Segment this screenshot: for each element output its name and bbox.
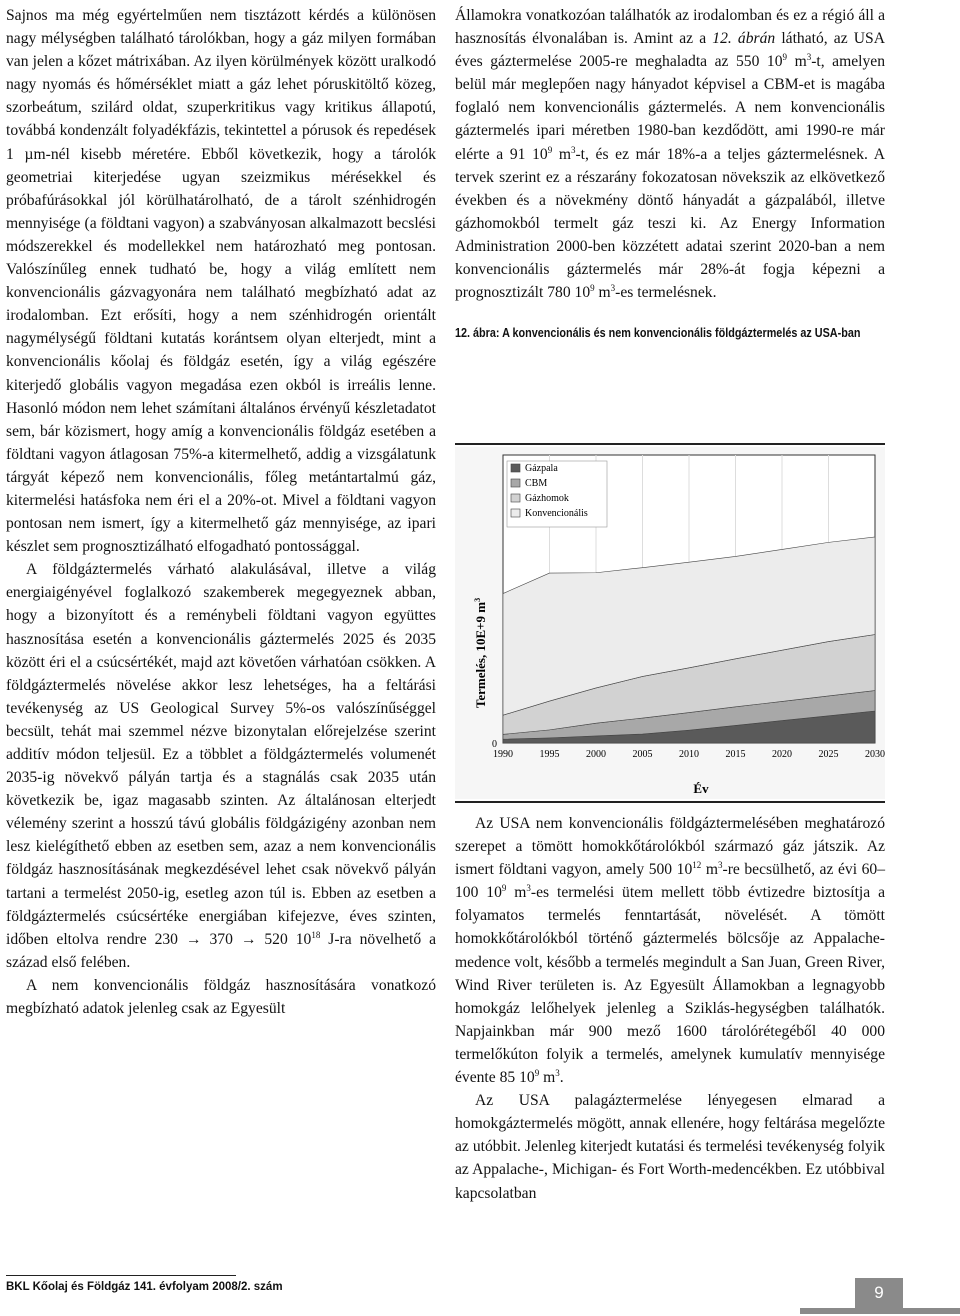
legend-label: Gázhomok [525,493,569,504]
legend-label: Konvencionális [525,508,588,519]
x-tick-label: 1990 [493,749,513,760]
x-tick-label: 2005 [632,749,653,760]
legend-swatch [511,494,520,502]
legend-swatch [511,479,520,487]
paragraph: Sajnos ma még egyértelműen nem tisztázott kérdés a különösen nagy mélységben található tárolókban, hogy a gáz milyen formában van jelen a kőzet mátrixában. Az ilyen körülmények között uralkodó nagy nyomás és hőmérséklet miatt a gáz lehet póruskitöltő közeg, szorbeátum, szilárd oldat, szuperkritikus vagy kritikus állapotú, továbbá kondenzált folyadékfázis, tekintettel a pórusok és repedések 1 µm-nél kisebb méretére. Ebből következik, hogy a tárolók geometriai kiterjedése ugyan szeizmikus mérésekkel és próbafúrásokkal jól körülhatárolható, de a tárolt szénhidrogén mennyisége (a földtani vagyon) a szabványosan alkalmazott becslési módszerekkel és modellekkel nem határozható meg pontosan. Valószínűleg ennek tudható be, hogy a világ említett nem konvencionális gázvagyonára nem található megbízható adat az irodalomban. Ezt erősíti, hogy a nem szénhidrogén orientált nagymélységű földtani kutatás korántsem olyan elterjedt, mint a konvencionális kőolaj és földgáz esetén, így a világ egészére kiterjedő globális vagyon megadása ezen okból is irreális lenne. Hasonló módon nem lehet számítani általános érvényű készletadatot sem, bár közismert, hogy amíg a konvencionális földgáz esetében a földtani vagyon átlagosan 75%-a kitermelhető, addig a vizsgálatunk tárgyát képező nem konvencionális, főleg metántartalmú gáz, kitermelési hatásfoka nem éri el a 20%-ot. Mivel a földtani vagyon pontosan nem ismert, így a kitermelhető gáz mennyisége, az ipari készlet sem prognosztizálható elfogadható pontossággal. [6,7,436,556]
footer-rule [6,1275,236,1276]
x-tick-label: 2000 [586,749,606,760]
x-tick-label: 2020 [772,749,792,760]
right-column-top [455,4,885,342]
x-tick-label: 2015 [725,749,746,760]
legend-swatch [511,509,520,517]
x-tick-label: 2025 [818,749,839,760]
production-chart [455,443,885,803]
paragraph: Államokra vonatkozóan találhatók az irodalomban és ez a régió áll a hasznosítás élvonalában is. Amint az a 12. ábrán látható, az USA éves gáztermelése 2005-re meghaladta az 550 $10^9$ $m^3-t$, amelyen belül már meglepően nagy hányadot képvisel a CBM-et is magába foglaló nem konvencionális gáztermelés. A nem konvencionális gáztermelés ipari méretben 1980-ban kezdődött, ami 1990-re már elérte a 91 $10^9$ $m^3-t$, és ez már 18%-a a teljes gáztermelésnek. A tervek szerint ez a részarány fokozatosan növekszik az elkövetkező években és a növekmény döntő hányadát a gázpalából, illetve gázhomokból termelt gáz teszi ki. Az Energy Information Administration 2000-ben közzétett adatai szerint 2020-ban a nem konvencionális gáztermelés már 28%-át fogja képezni a prognosztizált 780 $10^9$ $m^3-es$ termelésnek. [455,7,885,302]
figure-12 [455,443,885,803]
left-column [6,4,436,1020]
journal-footer: BKL Kőolaj és Földgáz 141. évfolyam 2008/2. szám [6,1281,283,1293]
page-number: 9 [855,1278,903,1308]
footer-bar [800,1308,960,1314]
legend-swatch [511,464,520,472]
right-column-bottom [455,812,885,1205]
x-axis-label: Év [693,781,709,796]
paragraph: Az USA nem konvencionális földgáztermelésében meghatározó szerepet a tömött homokkőtárolókból származó gáz játszik. Az ismert földtani vagyon, amely 500 $10^{12}$ $m^3-re$ becsülhető, az évi 60–100 $10^9$ $m^3-es$ termelési ütem mellett több évtizedre biztosítja a folyamatos termelés fenntartását, növelését. A tömött homokkőtárolókból történő gáztermelés bölcsője az Appalache-medence volt, később a termelés megindult a San Juan, Green River, Wind River területen is. Az Egyesült Államokban a legnagyobb homokgáz lelőhelyek jelenleg a Sziklás-hegységben találhatók. Napjainkban már 900 mező 1600 tárolórétegéből 40 000 termelőkúton folyik a termelés, amelynek kumulatív mennyisége évente 85 $10^9$ $m^3$. [455,815,885,1087]
x-tick-label: 2030 [865,749,885,760]
figure-reference: 12. ábrán [712,30,776,48]
figure-caption: 12. ábra: A konvencionális és nem konvencionális földgáztermelés az USA-ban [455,325,861,341]
y-axis-label: Termelés, 10E+9 $m^3$ [473,597,488,709]
paragraph: A földgáztermelés várható alakulásával, illetve a világ energiaigényével foglalkozó szakemberek megegyeznek abban, hogy a bizonyított és a reménybeli földtani vagyon együttes hasznosítása esetén a konvencionális gáztermelés 2025 és 2035 között éri el a csúcsértékét, majd azt követően várhatóan csökken. A földgáztermelés növelése akkor lesz lehetséges, ha a feltárási tevékenység az US Geological Survey 5%-os valószínűséggel becsült, tehát mai szemmel nézve bizonytalan előrejelzése szerint additív módon teljesül. Ez a többlet a földgáztermelés volumenét 2035-ig növekvő pályán tartja és a stagnálás csak 2035 után következik be, igaz magasabb szinten. Az általánosan elterjedt vélemény szerint a hosszú távú globális földgázigény azonban nem lesz kielégíthető ebben az esetben sem, azaz a nem konvencionális földgáz hasznosításának megkezdésével lehet csak növekvő pályán tartani a termelést 2050-ig, esetleg azon túl is. Ebben az esetben a földgáztermelés csúcsértéke energiában kifejezve, éves szinten, időben eltolva rendre 230 → 370 → 520 $10^{18}$ J-ra növelhető a század első felében. [6,561,436,971]
x-tick-label: 1995 [539,749,560,760]
paragraph: Az USA palagáztermelése lényegesen elmarad a homokgáztermelés mögött, annak ellenére, hogy feltárása megelőzte az utóbbit. Jelenleg kiterjedt kutatási és termelési tevékenység folyik az Appalache-, Michigan- és Fort Worth-medencékben. Ez utóbbival kapcsolatban [455,1092,885,1202]
x-tick-label: 2010 [679,749,699,760]
legend-label: Gázpala [525,463,558,474]
legend-label: CBM [525,478,548,489]
paragraph: A nem konvencionális földgáz hasznosítására vonatkozó megbízható adatok jelenleg csak az Egyesült [6,976,436,1018]
figure-bottom-rule [455,801,885,803]
y-tick-label: 0 [492,739,497,750]
figure-top-rule [455,443,885,445]
